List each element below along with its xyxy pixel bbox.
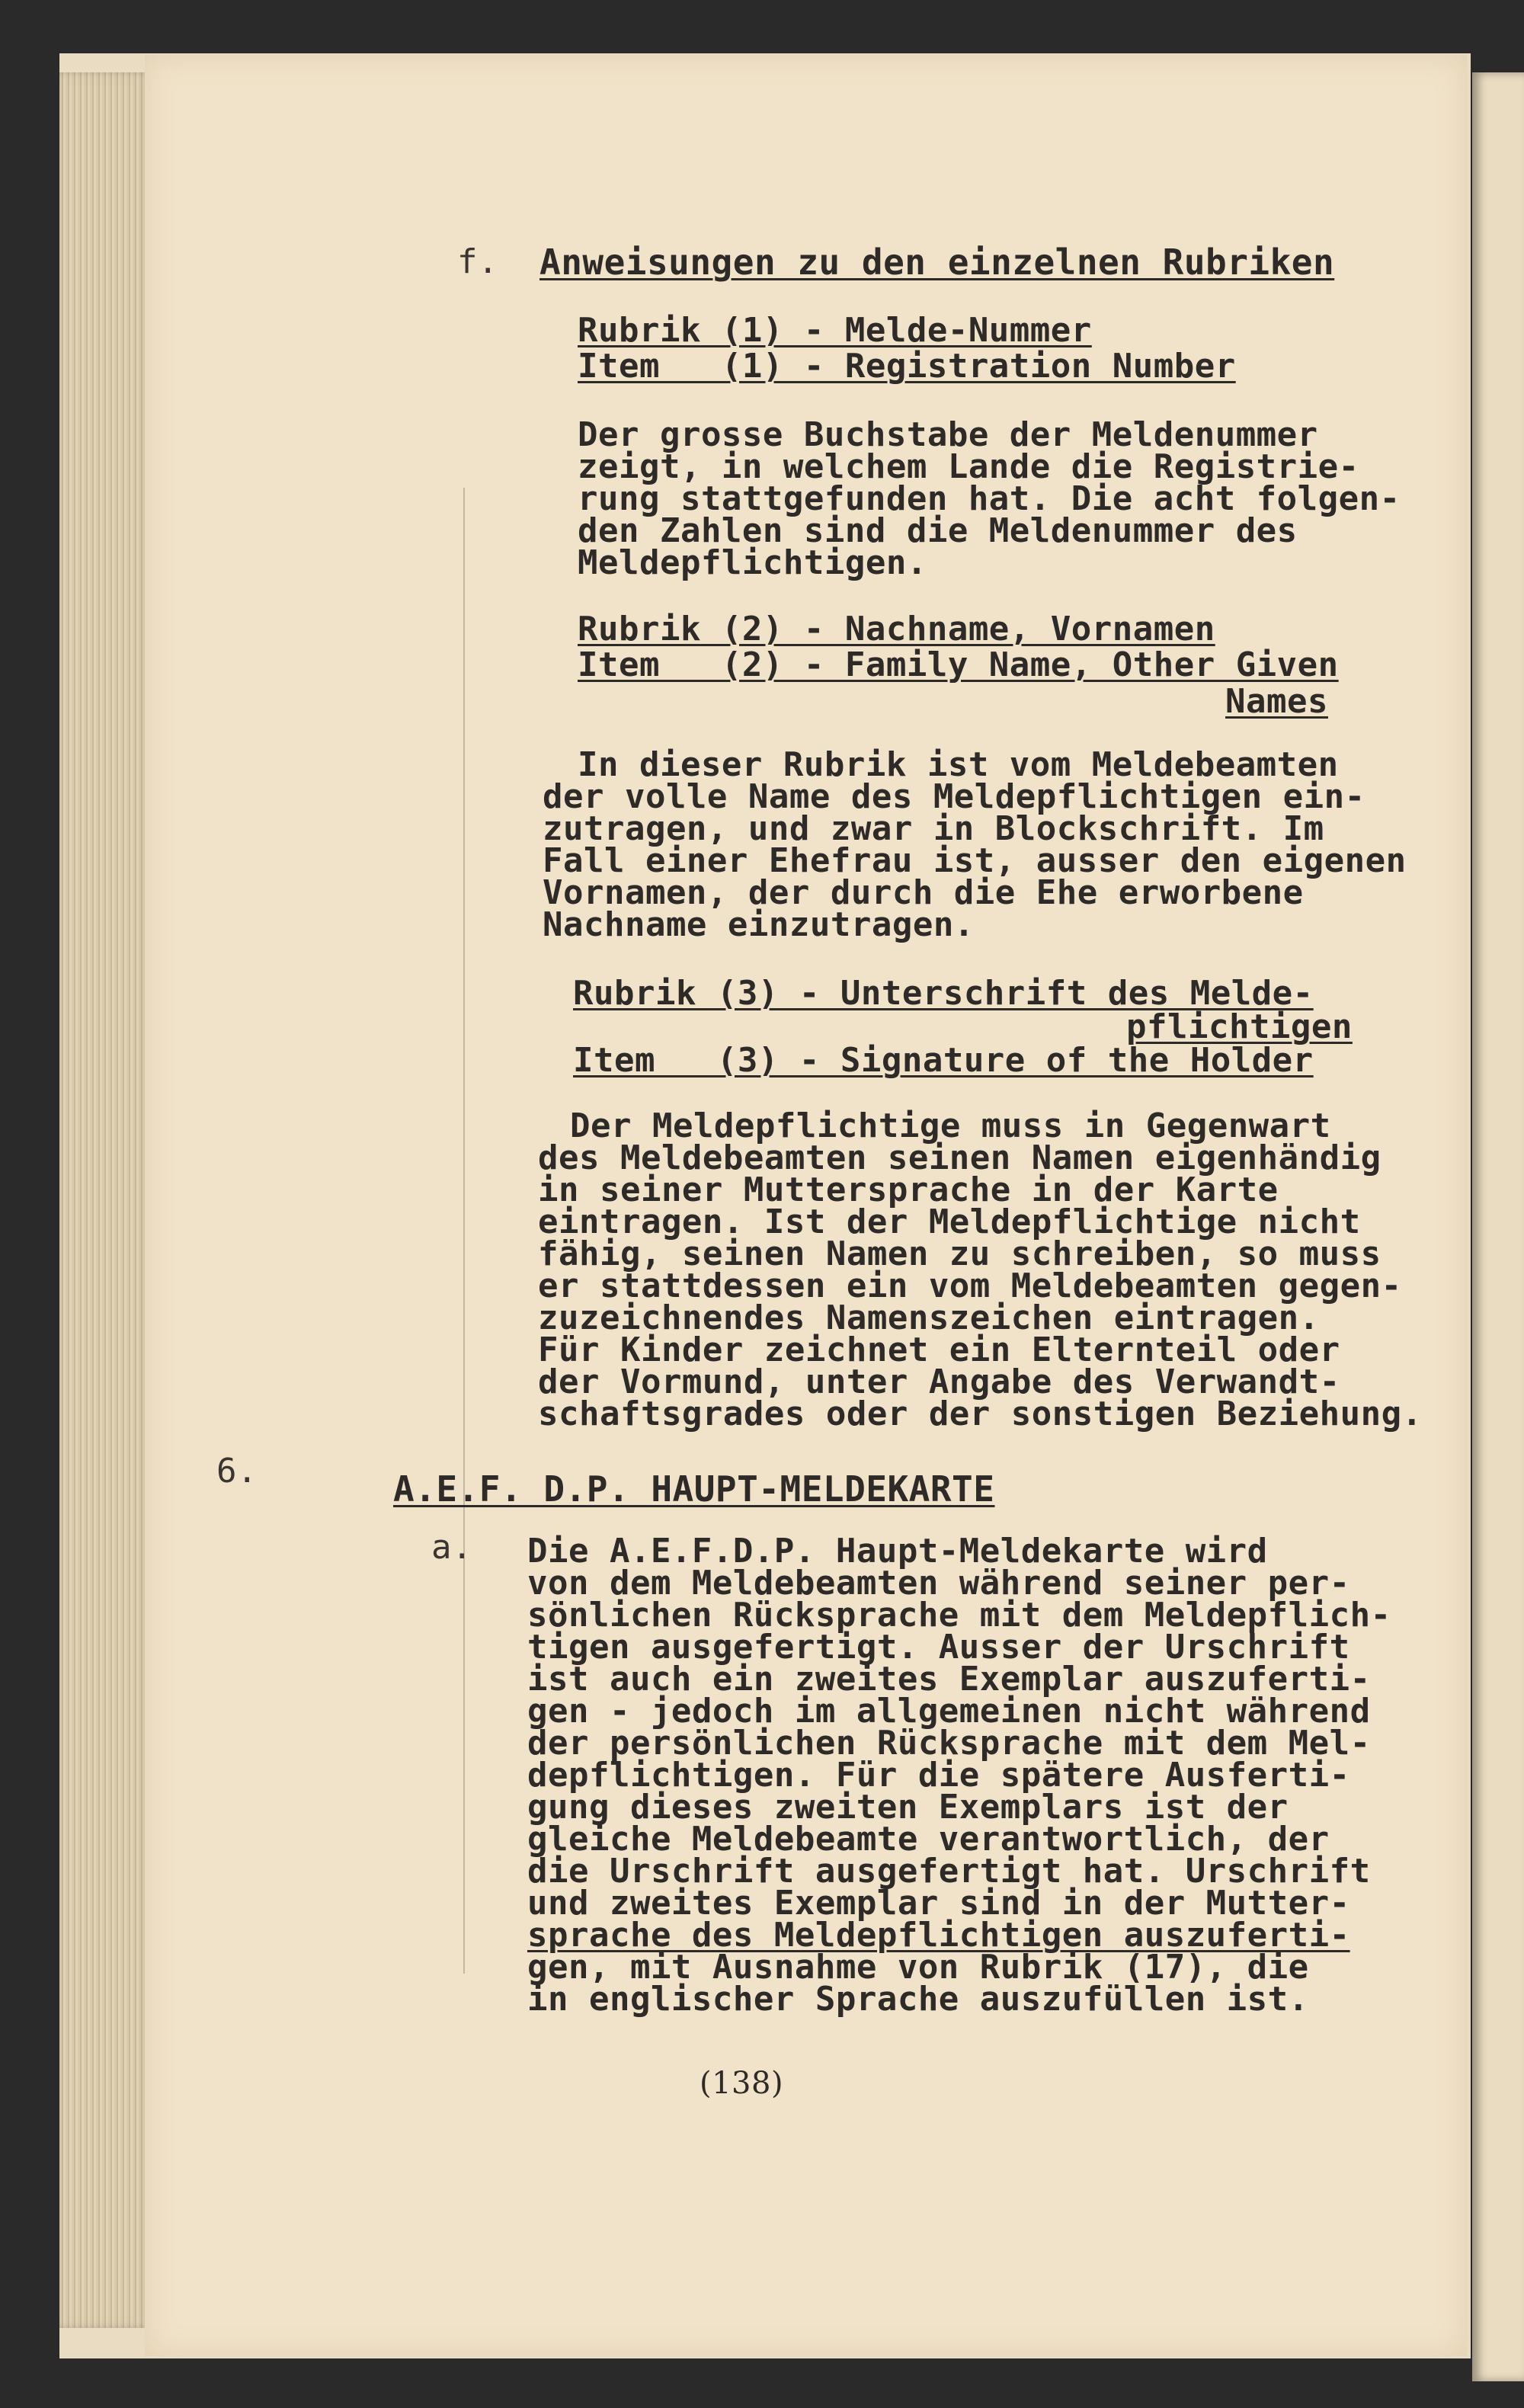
section-6a-line: in englischer Sprache auszufüllen ist. [527, 1980, 1309, 2019]
section-6a-line: gung dieses zweiten Exemplars ist der [527, 1788, 1289, 1827]
rubrik-2-line: Fall einer Ehefrau ist, ausser den eigenen [543, 841, 1407, 880]
section-6a-line: von dem Meldebeamten während seiner per- [527, 1564, 1350, 1603]
rubrik-2-heading-de: Rubrik (2) - Nachname, Vornamen [578, 610, 1215, 648]
rubrik-2-line: In dieser Rubrik ist vom Meldebeamten [578, 745, 1339, 784]
section-6a-line: gen, mit Ausnahme von Rubrik (17), die [527, 1948, 1309, 1987]
section-6a-line: der persönlichen Rücksprache mit dem Mel- [527, 1724, 1371, 1763]
rubrik-1-line: rung stattgefunden hat. Die acht folgen- [578, 479, 1401, 518]
rubrik-3-line: zuzeichnendes Namenszeichen eintragen. [538, 1298, 1320, 1337]
rubrik-3-heading-de-cont: pflichtigen [1126, 1007, 1353, 1046]
rubrik-3-line: Der Meldepflichtige muss in Gegenwart [570, 1106, 1331, 1145]
rubrik-3-line: schaftsgrades oder der sonstigen Beziehung. [538, 1395, 1423, 1433]
section-6a-line: sönlichen Rücksprache mit dem Meldepflich- [527, 1596, 1391, 1635]
rubrik-3-heading-en: Item (3) - Signature of the Holder [573, 1041, 1314, 1080]
section-6a-line: tigen ausgefertigt. Ausser der Urschrift [527, 1628, 1350, 1667]
page-number: (138) [700, 2066, 784, 2101]
rubrik-2-line: Vornamen, der durch die Ehe erworbene [543, 873, 1304, 912]
rubrik-2-line: zutragen, und zwar in Blockschrift. Im [543, 809, 1324, 848]
margin-crease [463, 488, 465, 1974]
rubrik-1-line: zeigt, in welchem Lande die Registrie- [578, 447, 1359, 486]
rubrik-2-line: Nachname einzutragen. [543, 905, 975, 944]
section-6a-line: gen - jedoch im allgemeinen nicht während [527, 1692, 1371, 1731]
rubrik-1-heading-de: Rubrik (1) - Melde-Nummer [578, 311, 1092, 350]
section-f-label: f. [457, 242, 498, 281]
rubrik-2-heading-en-cont: Names [1225, 682, 1328, 721]
section-6-title: A.E.F. D.P. HAUPT-MELDEKARTE [393, 1468, 995, 1510]
rubrik-3-heading-de: Rubrik (3) - Unterschrift des Melde- [573, 974, 1314, 1013]
facing-page-edge [1472, 72, 1524, 2381]
rubrik-1-line: Der grosse Buchstabe der Meldenummer [578, 415, 1318, 454]
rubrik-3-line: in seiner Muttersprache in der Karte [538, 1170, 1279, 1209]
rubrik-1-line: Meldepflichtigen. [578, 543, 927, 582]
section-6a-line: die Urschrift ausgefertigt hat. Urschrift [527, 1852, 1371, 1891]
rubrik-3-line: des Meldebeamten seinen Namen eigenhändig [538, 1138, 1382, 1177]
rubrik-2-line: der volle Name des Meldepflichtigen ein- [543, 777, 1366, 816]
rubrik-1-line: den Zahlen sind die Meldenummer des [578, 511, 1298, 550]
page-edges [59, 72, 151, 2328]
rubrik-2-heading-en: Item (2) - Family Name, Other Given [578, 645, 1339, 684]
section-f-title: Anweisungen zu den einzelnen Rubriken [539, 242, 1335, 283]
rubrik-1-heading-en: Item (1) - Registration Number [578, 347, 1236, 386]
section-6-number: 6. [216, 1452, 258, 1491]
section-6a-line: sprache des Meldepflichtigen auszuferti- [527, 1916, 1350, 1955]
section-6a-line: und zweites Exemplar sind in der Mutter- [527, 1884, 1350, 1923]
section-6a-line: depflichtigen. Für die spätere Ausferti- [527, 1756, 1350, 1795]
rubrik-3-line: fähig, seinen Namen zu schreiben, so muss [538, 1234, 1382, 1273]
section-6a-label: a. [431, 1528, 472, 1567]
rubrik-3-line: der Vormund, unter Angabe des Verwandt- [538, 1363, 1340, 1401]
rubrik-3-line: er stattdessen ein vom Meldebeamten gegen- [538, 1266, 1402, 1305]
section-6a-line: ist auch ein zweites Exemplar auszuferti- [527, 1660, 1371, 1699]
rubrik-3-line: Für Kinder zeichnet ein Elternteil oder [538, 1330, 1340, 1369]
section-6a-line: gleiche Meldebeamte verantwortlich, der [527, 1820, 1330, 1859]
rubrik-3-line: eintragen. Ist der Meldepflichtige nicht [538, 1202, 1361, 1241]
section-6a-line: Die A.E.F.D.P. Haupt-Meldekarte wird [527, 1532, 1268, 1571]
